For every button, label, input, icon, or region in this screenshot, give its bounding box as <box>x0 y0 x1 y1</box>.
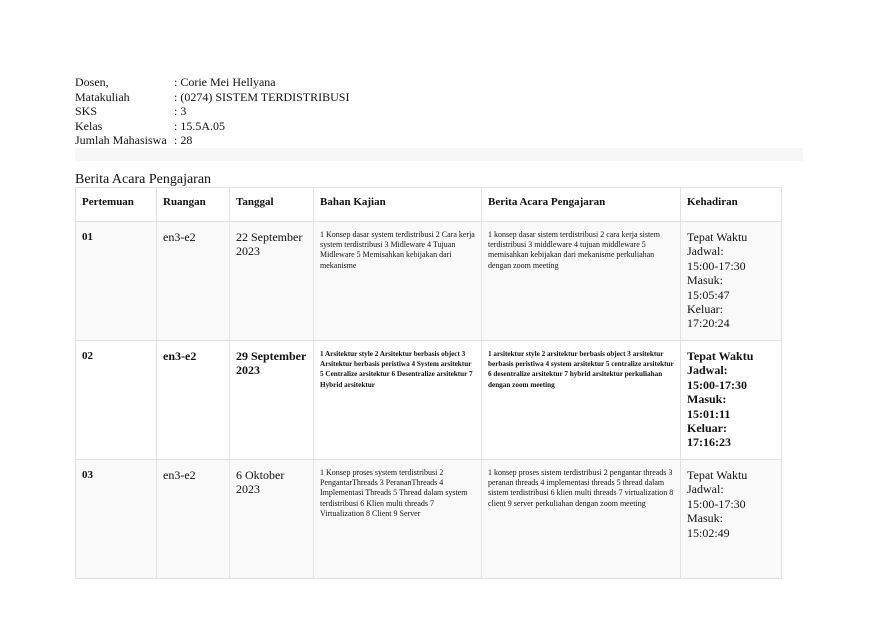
berita-acara-table <box>75 187 782 579</box>
cell-kehadiran <box>681 460 782 579</box>
kehadiran-status: Tepat Waktu <box>687 468 748 482</box>
info-row-jumlah-mahasiswa <box>75 133 349 148</box>
cell-ruangan: en3-e2 <box>157 460 230 579</box>
table-row <box>76 222 782 341</box>
course-info <box>75 75 349 148</box>
kehadiran-masuk-label: Masuk: <box>687 273 723 288</box>
kehadiran-jadwal-label: Jadwal: <box>687 244 724 259</box>
column-header-tanggal: Tanggal <box>230 188 314 222</box>
section-title: Berita Acara Pengajaran <box>75 172 212 187</box>
kehadiran-masuk-label: Masuk: <box>687 392 727 407</box>
info-label: Matakuliah <box>75 89 130 104</box>
kehadiran-masuk-value: 15:02:49 <box>687 525 730 540</box>
kehadiran-keluar-label: Keluar: <box>687 302 723 317</box>
table-header-row <box>76 188 782 222</box>
cell-bahan-kajian: 1 Konsep dasar system terdistribusi 2 Cara kerja system terdistribusi 3 Midleware 4 Tujuan Midleware 5 Memisahkan kebijakan dari mekanisme <box>314 222 482 341</box>
info-value: : Corie Mei Hellyana <box>174 75 276 89</box>
info-label: Dosen, <box>75 75 109 89</box>
kehadiran-jadwal-value: 15:00-17:30 <box>687 258 746 273</box>
cell-bahan-kajian: 1 Arsitektur style 2 Arsitektur berbasis object 3 Arsitektur berbasis peristiwa 4 System arsitektur 5 Centralize arsitektur 6 Desentralize arsitektur 7 Hybrid arsitektur <box>314 341 482 460</box>
cell-kehadiran <box>681 222 782 341</box>
info-row-dosen <box>75 75 349 90</box>
info-value: : (0274) SISTEM TERDISTRIBUSI <box>174 89 350 104</box>
info-label: Kelas <box>75 118 103 133</box>
cell-berita-acara: 1 arsitektur style 2 arsitektur berbasis object 3 arsitektur berbasis peristiwa 4 system arsitektur 5 centralize arsitektur 6 desentralize arsitektur 7 hybrid arsitektur perkuliahan dengan zoom meeting <box>482 341 681 460</box>
table-row <box>76 341 782 460</box>
info-row-kelas <box>75 119 349 134</box>
column-header-pertemuan: Pertemuan <box>76 188 157 222</box>
info-value: : 28 <box>174 133 193 148</box>
cell-ruangan: en3-e2 <box>157 341 230 460</box>
cell-tanggal: 6 Oktober 2023 <box>230 460 314 579</box>
section-divider <box>75 148 803 161</box>
column-header-bahan-kajian: Bahan Kajian <box>314 188 482 222</box>
cell-pertemuan: 01 <box>76 222 157 341</box>
info-row-sks <box>75 104 349 119</box>
kehadiran-masuk-value: 15:05:47 <box>687 287 730 302</box>
cell-berita-acara: 1 konsep proses sistem terdistribusi 2 pengantar threads 3 peranan threads 4 implementasi threads 5 thread dalam sistem terdistribusi 6 klien multi threads 7 virtualization 8 client 9 server perkuliahan dengan zoom meeting <box>482 460 681 579</box>
column-header-kehadiran: Kehadiran <box>681 188 782 222</box>
kehadiran-jadwal-value: 15:00-17:30 <box>687 377 747 392</box>
kehadiran-status: Tepat Waktu <box>687 230 748 244</box>
info-value: : 15.5A.05 <box>174 118 225 133</box>
column-header-ruangan: Ruangan <box>157 188 230 222</box>
cell-pertemuan: 03 <box>76 460 157 579</box>
info-label: SKS <box>75 104 98 119</box>
kehadiran-masuk-label: Masuk: <box>687 511 723 526</box>
cell-ruangan: en3-e2 <box>157 222 230 341</box>
column-header-berita-acara: Berita Acara Pengajaran <box>482 188 681 222</box>
kehadiran-status: Tepat Waktu <box>687 349 754 363</box>
cell-kehadiran <box>681 341 782 460</box>
info-label: Jumlah Mahasiswa <box>75 133 167 148</box>
kehadiran-keluar-value: 17:20:24 <box>687 316 730 331</box>
cell-berita-acara: 1 konsep dasar sistem terdistribusi 2 cara kerja sistem terdistribusi 3 middleware 4 tujuan middleware 5 memisahkan kebijakan dari mekanisme perkuliahan dengan zoom meeting <box>482 222 681 341</box>
kehadiran-keluar-value: 17:16:23 <box>687 435 731 450</box>
kehadiran-jadwal-value: 15:00-17:30 <box>687 496 746 511</box>
kehadiran-masuk-value: 15:01:11 <box>687 406 731 421</box>
kehadiran-jadwal-label: Jadwal: <box>687 363 728 378</box>
cell-pertemuan: 02 <box>76 341 157 460</box>
cell-tanggal: 22 September 2023 <box>230 222 314 341</box>
info-row-matakuliah <box>75 90 349 105</box>
kehadiran-keluar-label: Keluar: <box>687 421 727 436</box>
table-row <box>76 460 782 579</box>
kehadiran-jadwal-label: Jadwal: <box>687 482 724 497</box>
info-value: : 3 <box>174 104 187 119</box>
cell-tanggal: 29 September 2023 <box>230 341 314 460</box>
cell-bahan-kajian: 1 Konsep proses system terdistribusi 2 PengantarThreads 3 PerananThreads 4 Implementasi Threads 5 Thread dalam system terdistribusi 6 Klien multi threads 7 Virtualization 8 Client 9 Server <box>314 460 482 579</box>
